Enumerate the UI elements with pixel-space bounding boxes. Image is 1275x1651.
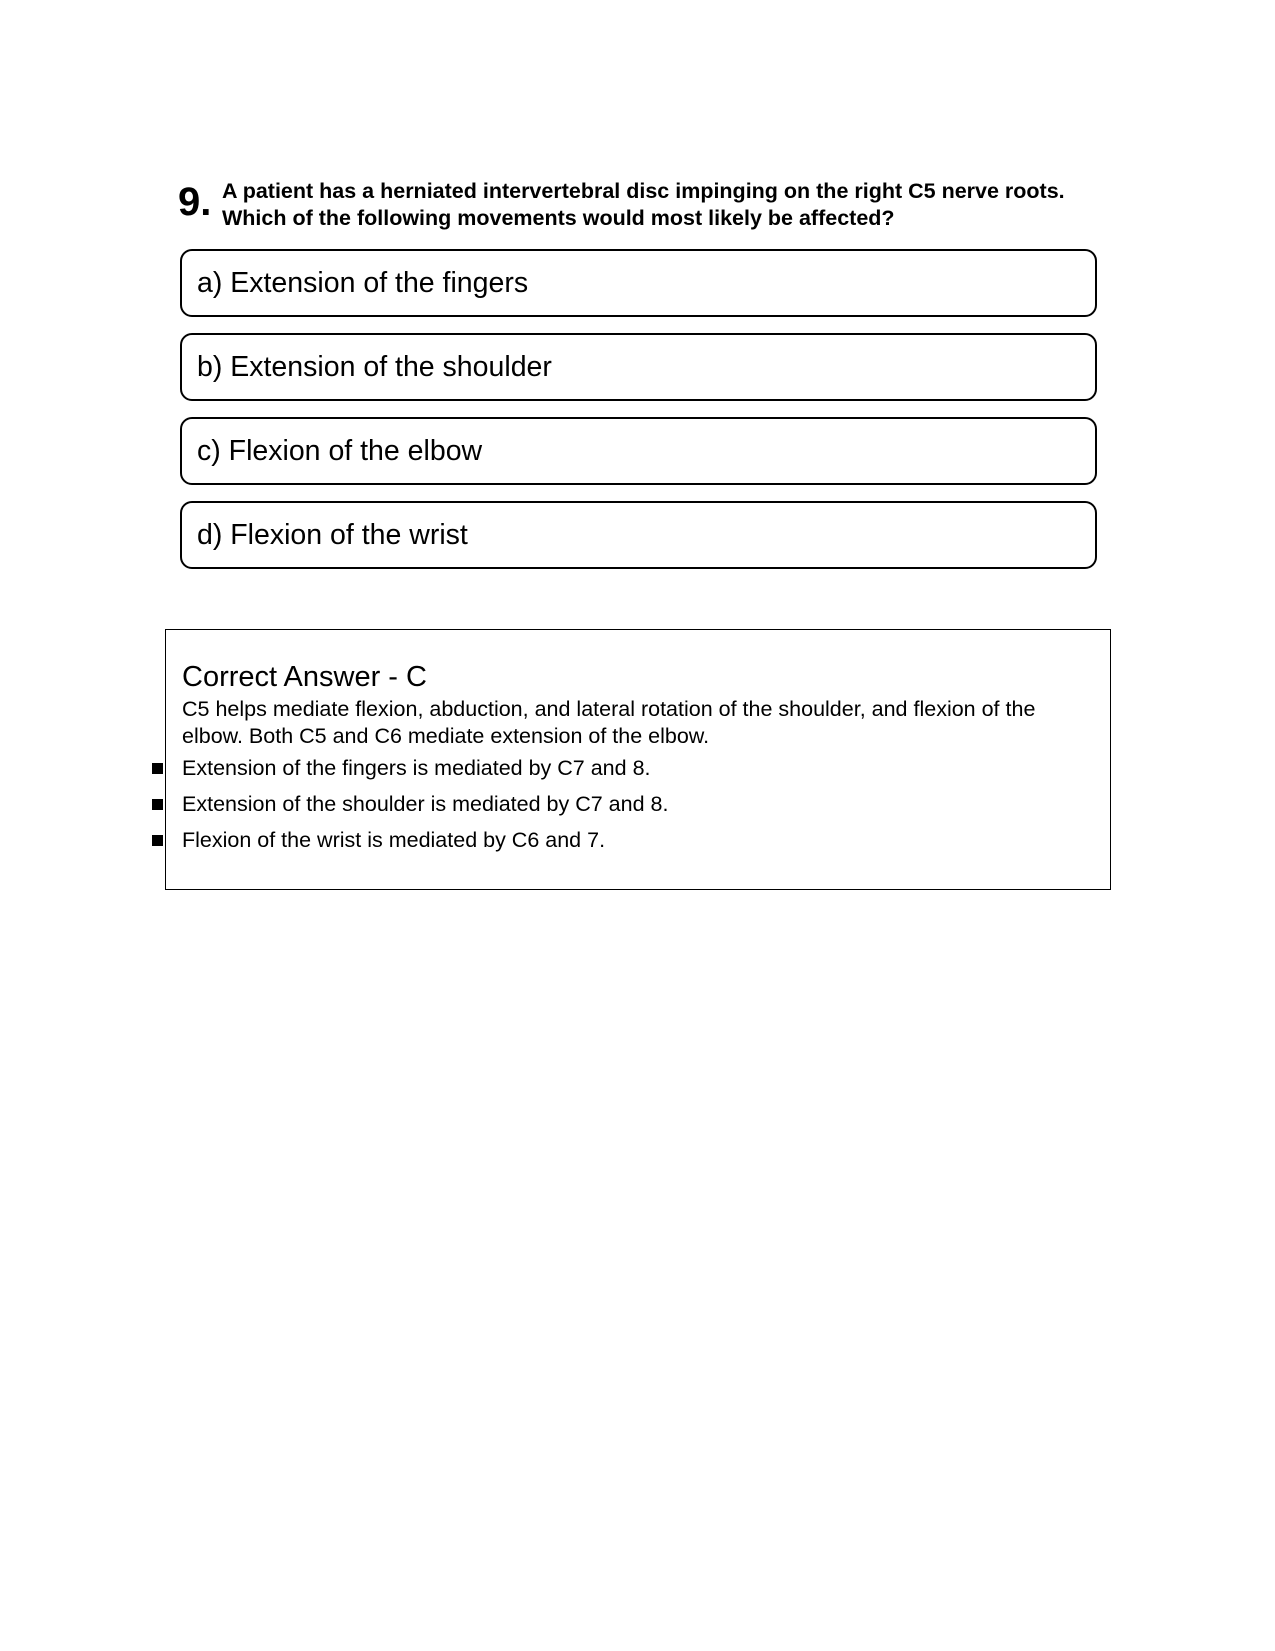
option-a[interactable]: a) Extension of the fingers <box>180 249 1097 317</box>
square-bullet-icon <box>152 835 163 846</box>
square-bullet-icon <box>152 763 163 774</box>
answer-explanation-box <box>165 629 1111 890</box>
option-b[interactable]: b) Extension of the shoulder <box>180 333 1097 401</box>
option-d[interactable]: d) Flexion of the wrist <box>180 501 1097 569</box>
list-item <box>166 754 1106 790</box>
question-text: A patient has a herniated intervertebral disc impinging on the right C5 nerve roots. Which of the following movements would most likely be affected? <box>222 179 1065 230</box>
answer-explanation-text: C5 helps mediate flexion, abduction, and lateral rotation of the shoulder, and flexion of the elbow. Both C5 and C6 mediate extension of the elbow. <box>182 697 1036 748</box>
correct-answer-title: Correct Answer - C <box>182 661 427 693</box>
bullet-text: Extension of the fingers is mediated by C7 and 8. <box>182 756 651 780</box>
list-item <box>166 790 1106 826</box>
bullet-text: Flexion of the wrist is mediated by C6 and 7. <box>182 828 606 852</box>
bullet-text: Extension of the shoulder is mediated by C7 and 8. <box>182 792 669 816</box>
explanation-bullet-list <box>166 754 1106 862</box>
question-number: 9. <box>178 180 212 224</box>
square-bullet-icon <box>152 799 163 810</box>
option-c[interactable]: c) Flexion of the elbow <box>180 417 1097 485</box>
answer-options <box>180 249 1097 585</box>
list-item <box>166 826 1106 862</box>
